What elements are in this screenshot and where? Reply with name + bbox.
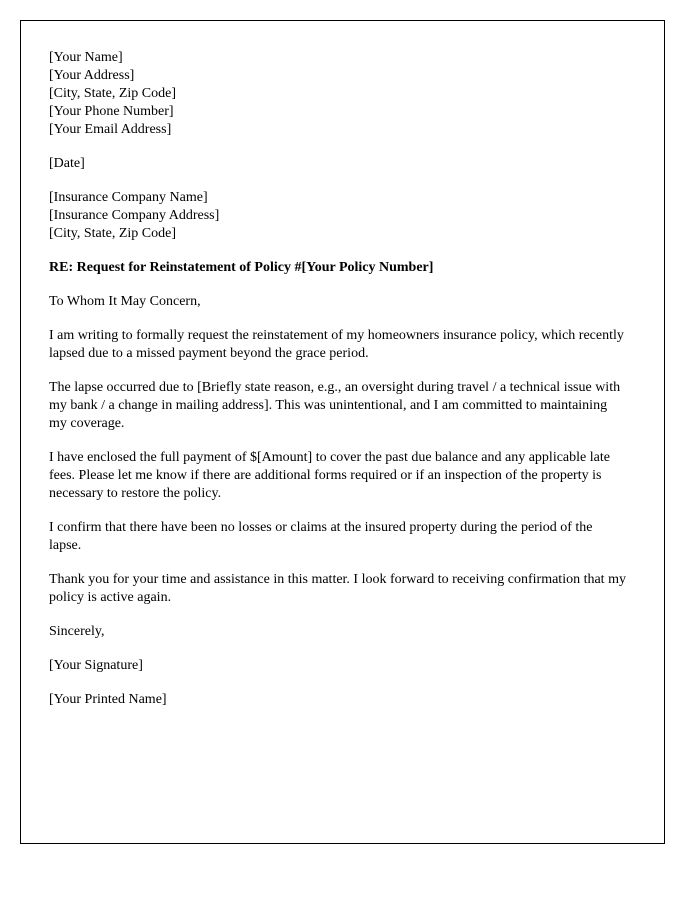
date-line: [Date] <box>49 156 85 171</box>
sender-phone-line: [Your Phone Number] <box>49 104 174 119</box>
recipient-company-name-line: [Insurance Company Name] <box>49 190 208 205</box>
closing-line: Sincerely, <box>49 624 105 639</box>
signature-line: [Your Signature] <box>49 658 143 673</box>
body-paragraph-4: I confirm that there have been no losses or claims at the insured property during the period of the lapse. <box>49 520 593 553</box>
body-paragraph-5: Thank you for your time and assistance in this matter. I look forward to receiving confirmation that my policy is active again. <box>49 572 626 605</box>
date-block <box>49 155 628 173</box>
body-paragraph-2: The lapse occurred due to [Briefly state reason, e.g., an oversight during travel / a technical issue with my bank / a change in mailing address]. This was unintentional, and I am committed to maintaining my coverage. <box>49 380 621 431</box>
subject-line: RE: Request for Reinstatement of Policy #[Your Policy Number] <box>49 260 434 275</box>
body-paragraph-1: I am writing to formally request the reinstatement of my homeowners insurance policy, which recently lapsed due to a missed payment beyond the grace period. <box>49 328 624 361</box>
recipient-address-block <box>49 189 628 243</box>
sender-email-line: [Your Email Address] <box>49 122 172 137</box>
sender-city-state-zip-line: [City, State, Zip Code] <box>49 86 177 101</box>
letter-page <box>20 20 665 844</box>
salutation-line: To Whom It May Concern, <box>49 294 201 309</box>
recipient-city-state-zip-line: [City, State, Zip Code] <box>49 226 177 241</box>
sender-name-line: [Your Name] <box>49 50 123 65</box>
recipient-company-address-line: [Insurance Company Address] <box>49 208 220 223</box>
sender-address-line: [Your Address] <box>49 68 135 83</box>
sender-address-block <box>49 49 628 139</box>
printed-name-line: [Your Printed Name] <box>49 692 167 707</box>
body-paragraph-3: I have enclosed the full payment of $[Amount] to cover the past due balance and any applicable late fees. Please let me know if there are additional forms required or if an inspection of the property is necessary to restore the policy. <box>49 450 610 501</box>
